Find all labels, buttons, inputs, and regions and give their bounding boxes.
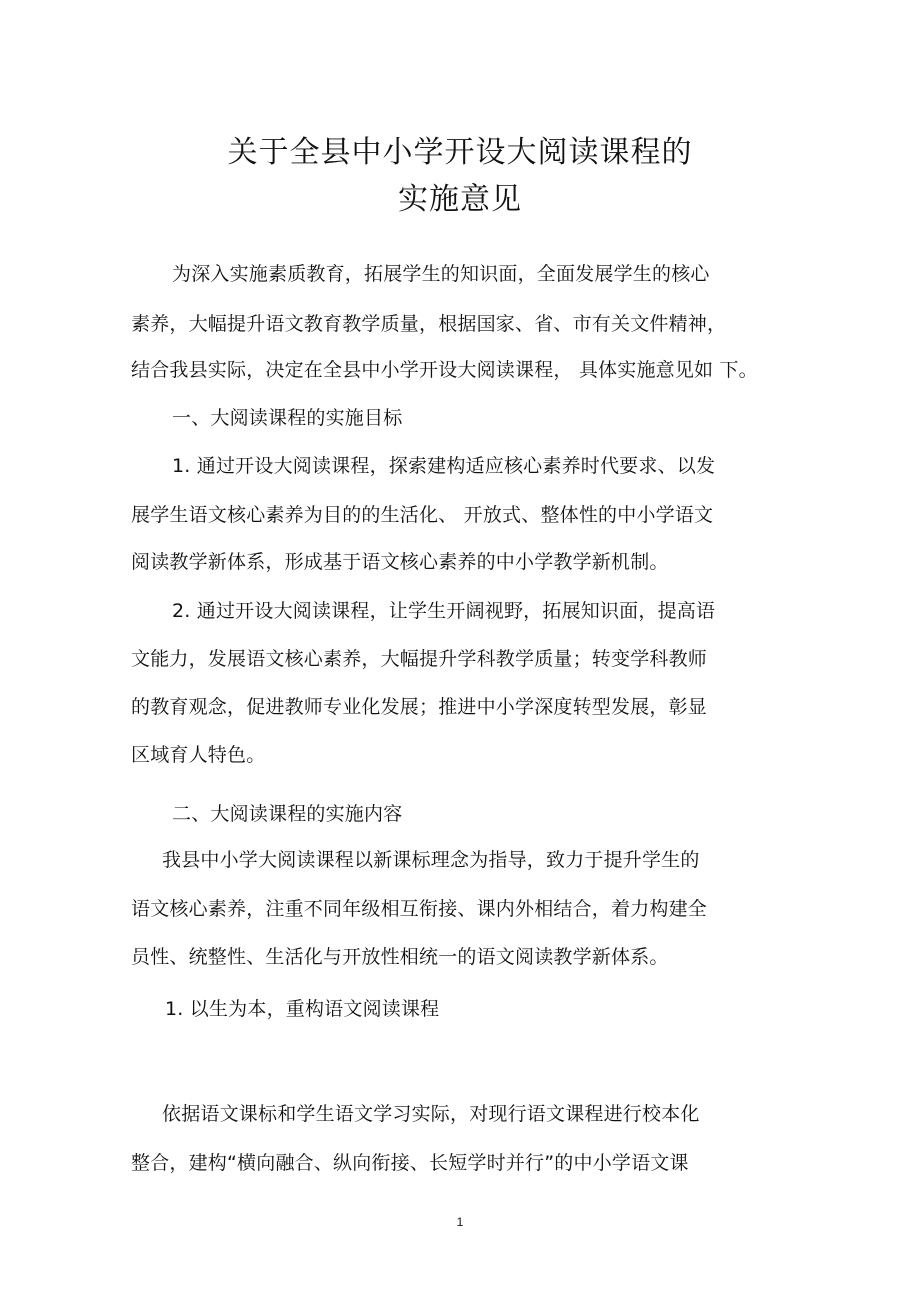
item-1-para-line-1: 依据语文课标和学生语文学习实际，对现行语文课程进行校本化 [162,1103,700,1125]
goal-2-line-1: 2. 通过开设大阅读课程，让学生开阔视野，拓展知识面，提高语 [172,600,716,622]
section-2-heading: 二、大阅读课程的实施内容 [172,803,403,825]
goal-1-line-3: 阅读教学新体系，形成基于语文核心素养的中小学教学新机制。 [131,551,669,573]
goal-2-line-4: 区域育人特色。 [131,744,266,766]
document-title-line-2: 实施意见 [398,182,522,217]
goal-2-line-2: 文能力，发展语文核心素养，大幅提升学科教学质量；转变学科教师 [131,648,708,670]
goal-2-line-3: 的教育观念，促进教师专业化发展；推进中小学深度转型发展，彰显 [131,696,708,718]
content-para-line-3: 员性、统整性、生活化与开放性相统一的语文阅读教学新体系。 [131,946,669,968]
item-1-heading: 1. 以生为本，重构语文阅读课程 [165,998,440,1020]
document-title-line-1: 关于全县中小学开设大阅读课程的 [227,135,693,170]
intro-line-3: 结合我县实际，决定在全县中小学开设大阅读课程， 具体实施意见如 下。 [131,359,758,381]
goal-1-line-1: 1. 通过开设大阅读课程，探索建构适应核心素养时代要求、以发 [172,455,716,477]
item-1-para-line-2: 整合，建构“横向融合、纵向衔接、长短学时并行”的中小学语文课 [131,1152,689,1174]
page-number: 1 [456,1215,464,1229]
section-1-heading: 一、大阅读课程的实施目标 [172,407,403,429]
content-para-line-1: 我县中小学大阅读课程以新课标理念为指导，致力于提升学生的 [162,849,700,871]
intro-line-1: 为深入实施素质教育，拓展学生的知识面，全面发展学生的核心 [172,263,710,285]
goal-1-line-2: 展学生语文核心素养为目的的生活化、 开放式、整体性的中小学语文 [131,504,714,526]
intro-line-2: 素养，大幅提升语文教育教学质量，根据国家、省、市有关文件精神， [131,313,727,335]
content-para-line-2: 语文核心素养，注重不同年级相互衔接、课内外相结合，着力构建全 [131,898,708,920]
